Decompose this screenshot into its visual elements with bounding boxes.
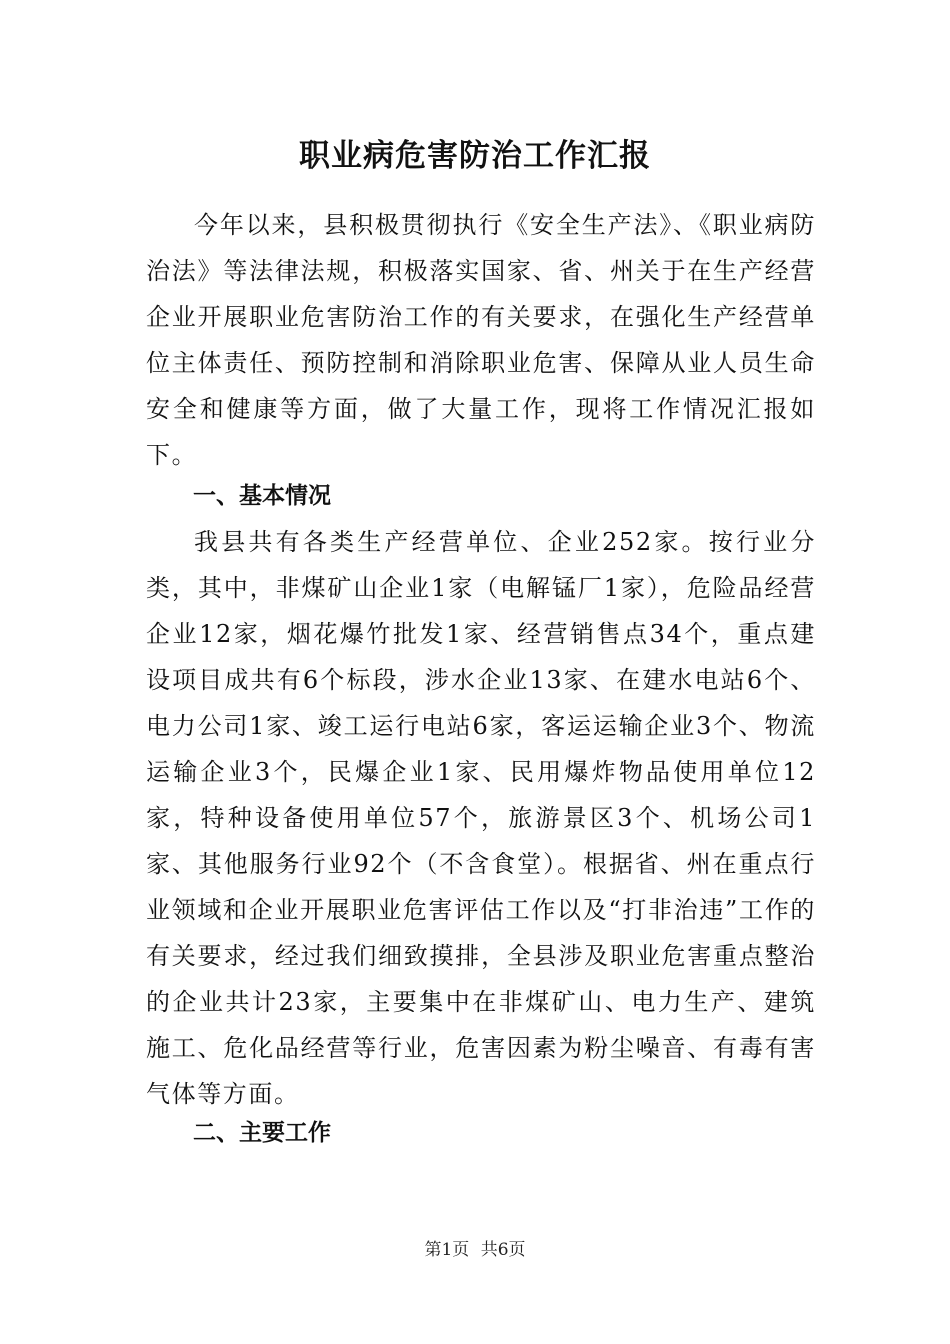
basic-situation-paragraph: 我县共有各类生产经营单位、企业252家。按行业分类，其中，非煤矿山企业1家（电解锰厂1家），危险品经营企业12家，烟花爆竹批发1家、经营销售点34个，重点建设项目成共有6个标段，涉水企业13家、在建水电站6个、电力公司1家、竣工运行电站6家，客运运输企业3个、物流运输企业3个，民爆企业1家、民用爆炸物品使用单位12家，特种设备使用单位57个，旅游景区3个、机场公司1家、其他服务行业92个（不含食堂）。根据省、州在重点行业领域和企业开展职业危害评估工作以及“打非治违”工作的有关要求，经过我们细致摸排，全县涉及职业危害重点整治的企业共计23家，主要集中在非煤矿山、电力生产、建筑施工、危化品经营等行业，危害因素为粉尘噪音、有毒有害气体等方面。 xyxy=(146,528,816,1108)
document-title: 职业病危害防治工作汇报 xyxy=(299,138,651,174)
intro-paragraph: 今年以来，县积极贯彻执行《安全生产法》、《职业病防治法》等法律法规，积极落实国家、省、州关于在生产经营企业开展职业危害防治工作的有关要求，在强化生产经营单位主体责任、预防控制和消除职业危害、保障从业人员生命安全和健康等方面，做了大量工作，现将工作情况汇报如下。 xyxy=(146,211,816,469)
page-number-total: 共6页 xyxy=(480,1240,526,1260)
page-number-current: 第1页 xyxy=(424,1240,470,1260)
page-footer xyxy=(0,1238,950,1262)
section-heading-main-work: 二、主要工作 xyxy=(193,1120,331,1146)
section-heading-basic-situation: 一、基本情况 xyxy=(193,483,331,509)
